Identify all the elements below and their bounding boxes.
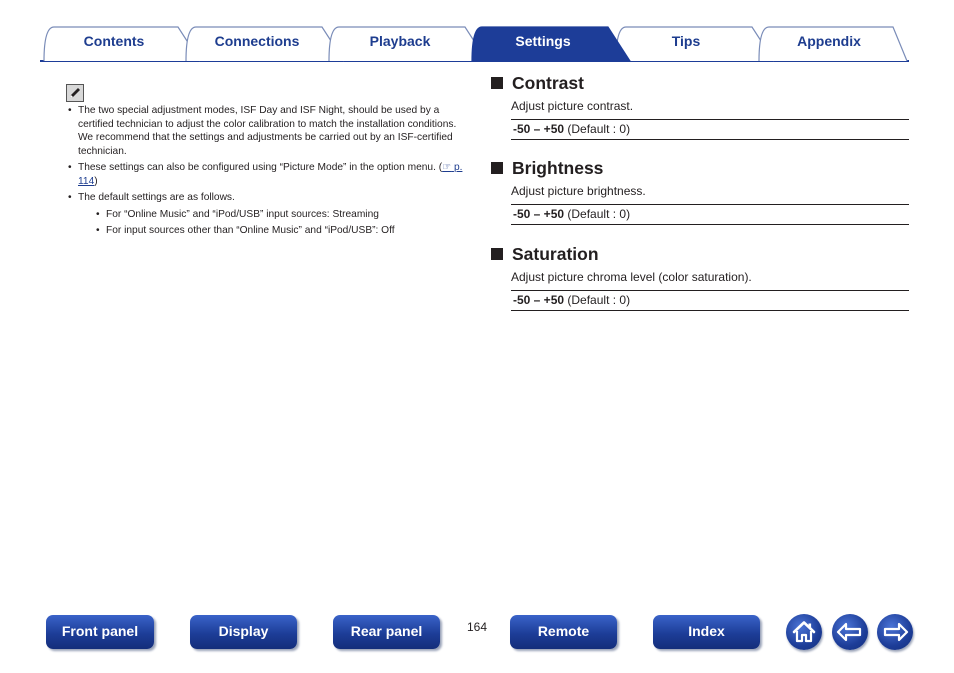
tab-playback[interactable]: Playback — [369, 33, 431, 49]
tab-connections[interactable]: Connections — [214, 33, 300, 49]
display-button[interactable]: Display — [190, 615, 297, 649]
range-row — [511, 290, 909, 311]
note-text: These settings can also be configured using “Picture Mode” in the option menu. ( — [78, 162, 443, 173]
tab-contents[interactable]: Contents — [83, 33, 145, 49]
range-value: -50 – +50 — [513, 293, 565, 307]
range-value: -50 – +50 — [513, 207, 565, 221]
notes-block — [66, 104, 466, 241]
home-icon — [786, 614, 822, 650]
note-item — [66, 191, 466, 238]
arrow-right-icon — [877, 614, 913, 650]
index-button[interactable]: Index — [653, 615, 760, 649]
section-title: Saturation — [512, 243, 599, 264]
bullet-square-icon — [491, 162, 503, 174]
section-title: Brightness — [512, 157, 604, 178]
note-item — [66, 161, 466, 188]
back-button[interactable] — [832, 614, 868, 650]
pointing-hand-icon: ☞ — [442, 162, 452, 173]
section-description: Adjust picture brightness. — [511, 184, 646, 198]
bullet-square-icon — [491, 248, 503, 260]
page-number: 164 — [466, 620, 488, 634]
tab-tips[interactable]: Tips — [671, 33, 701, 49]
front-panel-button[interactable]: Front panel — [46, 615, 154, 649]
arrow-left-icon — [832, 614, 868, 650]
default-value: (Default : 0) — [567, 293, 631, 307]
bullet-square-icon — [491, 77, 503, 89]
note-text: The default settings are as follows. — [78, 192, 235, 203]
reference-page: p. 114 — [78, 162, 463, 187]
section-title: Contrast — [512, 72, 584, 93]
forward-button[interactable] — [877, 614, 913, 650]
range-row — [511, 119, 909, 140]
default-value: (Default : 0) — [567, 207, 631, 221]
home-button[interactable] — [786, 614, 822, 650]
rear-panel-button[interactable]: Rear panel — [333, 615, 440, 649]
top-tab-bar — [40, 26, 909, 62]
section-saturation — [491, 244, 909, 311]
section-brightness — [491, 158, 909, 225]
note-sub-item: • For input sources other than “Online Music” and “iPod/USB”: Off — [78, 224, 466, 238]
range-value: -50 – +50 — [513, 122, 565, 136]
pencil-note-icon — [66, 84, 84, 102]
note-sub-item: • For “Online Music” and “iPod/USB” input sources: Streaming — [78, 208, 466, 222]
note-text: The two special adjustment modes, ISF Day and ISF Night, should be used by a certified technician to adjust the color calibration to match the installation conditions. — [78, 105, 457, 130]
section-description: Adjust picture chroma level (color saturation). — [511, 270, 752, 284]
section-description: Adjust picture contrast. — [511, 99, 634, 113]
note-text: ) — [94, 175, 98, 187]
tab-settings[interactable]: Settings — [515, 33, 571, 49]
section-contrast — [491, 73, 909, 140]
note-item — [66, 104, 466, 158]
note-text: We recommend that the settings and adjustments be carried out by an ISF-certified technician. — [78, 132, 453, 157]
default-value: (Default : 0) — [567, 122, 631, 136]
range-row — [511, 204, 909, 225]
remote-button[interactable]: Remote — [510, 615, 617, 649]
tab-appendix[interactable]: Appendix — [797, 33, 861, 49]
